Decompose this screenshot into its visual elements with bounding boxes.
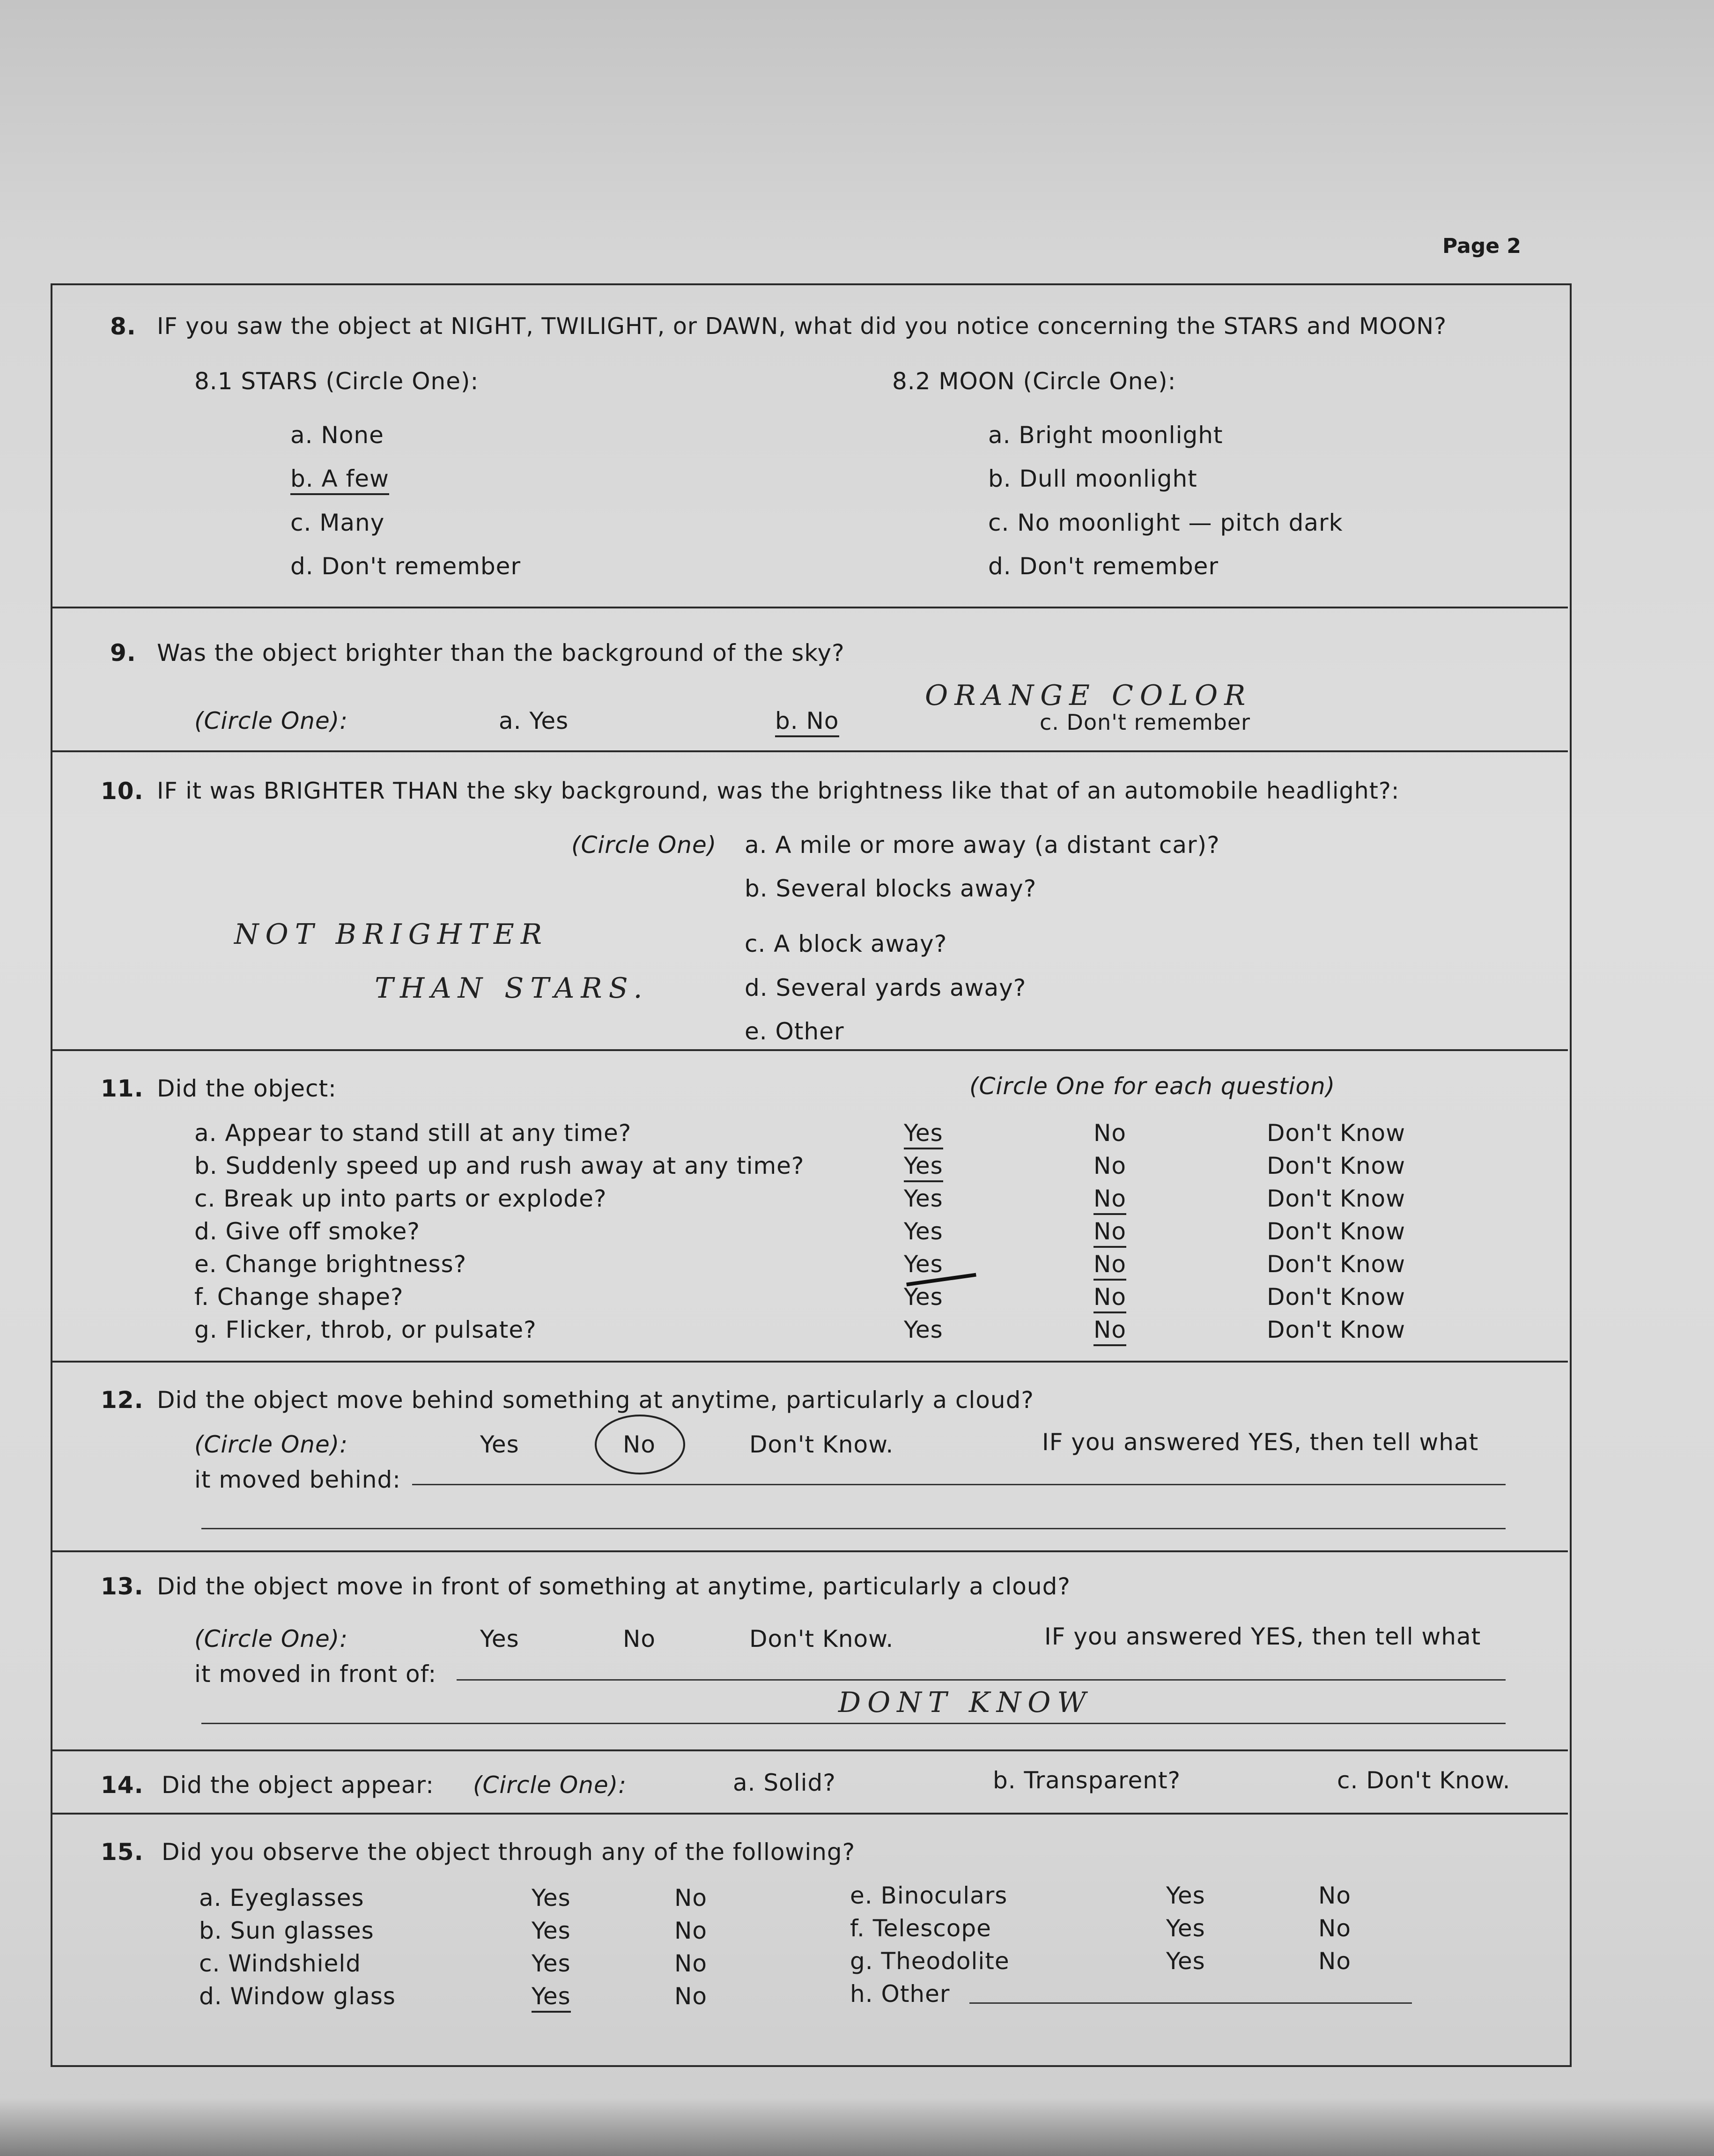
q12-circle-one: (Circle One): [194, 1431, 348, 1458]
q9-handwritten-note: ORANGE COLOR [925, 679, 1252, 712]
q10-option[interactable]: e. Other [745, 1018, 844, 1045]
q13-answer-line[interactable] [201, 1723, 1506, 1724]
q11-row-label: g. Flicker, throb, or pulsate? [194, 1316, 537, 1343]
q10-option[interactable]: d. Several yards away? [745, 974, 1027, 1001]
q11-row-label: a. Appear to stand still at any time? [194, 1119, 632, 1147]
q8-stars-option[interactable]: d. Don't remember [290, 553, 521, 580]
q10-option[interactable]: b. Several blocks away? [745, 875, 1037, 902]
q8-stars-option[interactable]: c. Many [290, 509, 385, 536]
section-divider [51, 750, 1568, 752]
q11-row-label: f. Change shape? [194, 1283, 404, 1311]
q15-item-label: c. Windshield [199, 1950, 361, 1977]
q11-dont-know[interactable]: Don't Know [1267, 1119, 1405, 1147]
q13-dont-know[interactable]: Don't Know. [749, 1625, 894, 1652]
q12-answer-line[interactable] [412, 1484, 1506, 1485]
q13-no[interactable]: No [623, 1625, 656, 1652]
q9-circle-one: (Circle One): [194, 707, 348, 734]
q11-row-label: c. Break up into parts or explode? [194, 1185, 607, 1212]
q12-yes[interactable]: Yes [480, 1431, 519, 1458]
q8-stars-option[interactable]: a. None [290, 422, 384, 449]
q11-row-label: b. Suddenly speed up and rush away at any time? [194, 1152, 805, 1179]
q15-yes[interactable]: Yes [532, 1917, 571, 1944]
q11-row-label: e. Change brightness? [194, 1251, 467, 1278]
q9-option[interactable]: a. Yes [499, 707, 569, 734]
q11-no-selected[interactable]: No [1093, 1251, 1126, 1281]
q12-circle-mark [595, 1415, 685, 1474]
section-divider [51, 1749, 1568, 1751]
q11-row-label: d. Give off smoke? [194, 1218, 420, 1245]
q15-item-label: e. Binoculars [850, 1882, 1008, 1909]
q13-handwritten-note: DONT KNOW [838, 1686, 1093, 1719]
q11-yes[interactable]: Yes [904, 1218, 943, 1245]
q11-no[interactable]: No [1093, 1119, 1126, 1147]
q11-no-selected[interactable]: No [1093, 1218, 1126, 1248]
q14-option[interactable]: a. Solid? [733, 1769, 836, 1796]
q15-no[interactable]: No [674, 1917, 707, 1944]
q11-dont-know[interactable]: Don't Know [1267, 1283, 1405, 1311]
q14-circle-one: (Circle One): [473, 1771, 627, 1799]
q15-no[interactable]: No [1318, 1948, 1351, 1975]
section-divider [51, 607, 1568, 608]
q15-yes[interactable]: Yes [1166, 1948, 1205, 1975]
q11-yes-selected[interactable]: Yes [904, 1152, 943, 1182]
q11-no-selected[interactable]: No [1093, 1185, 1126, 1215]
q9-option-selected[interactable]: b. No [775, 707, 839, 737]
q13-text: Did the object move in front of something at anytime, particularly a cloud? [157, 1573, 1071, 1600]
q15-item-label: g. Theodolite [850, 1948, 1010, 1975]
q11-no-selected[interactable]: No [1093, 1316, 1126, 1346]
q15-other-line[interactable] [969, 2002, 1412, 2004]
q11-dont-know[interactable]: Don't Know [1267, 1152, 1405, 1179]
q11-yes[interactable]: Yes [904, 1251, 943, 1278]
q13-answer-line[interactable] [457, 1679, 1506, 1681]
q15-yes[interactable]: Yes [532, 1884, 571, 1912]
q12-text: Did the object move behind something at anytime, particularly a cloud? [157, 1386, 1034, 1414]
section-divider [51, 1049, 1568, 1051]
q15-yes[interactable]: Yes [1166, 1915, 1205, 1942]
q13-yes[interactable]: Yes [480, 1625, 519, 1652]
scan-shadow [0, 2098, 1714, 2156]
section-divider [51, 1361, 1568, 1363]
q14-text: Did the object appear: [162, 1771, 434, 1799]
q14-number: 14. [101, 1771, 144, 1799]
q11-yes[interactable]: Yes [904, 1283, 943, 1311]
q9-text: Was the object brighter than the background of the sky? [157, 639, 845, 667]
q10-circle-one: (Circle One) [571, 831, 717, 859]
q12-number: 12. [101, 1386, 144, 1414]
q8-number: 8. [110, 313, 136, 340]
q15-no[interactable]: No [1318, 1915, 1351, 1942]
q8-stars-heading: 8.1 STARS (Circle One): [194, 368, 479, 395]
q11-yes-selected[interactable]: Yes [904, 1119, 943, 1149]
q13-if-yes: IF you answered YES, then tell what [1044, 1623, 1481, 1650]
q11-text: Did the object: [157, 1075, 337, 1102]
q15-no[interactable]: No [674, 1983, 707, 2010]
q11-dont-know[interactable]: Don't Know [1267, 1218, 1405, 1245]
q12-no-selected[interactable]: No [623, 1431, 656, 1458]
q11-instruction: (Circle One for each question) [969, 1073, 1336, 1100]
q9-number: 9. [110, 639, 136, 667]
q8-stars-option-selected[interactable]: b. A few [290, 465, 389, 495]
q15-yes[interactable]: Yes [532, 1950, 571, 1977]
q10-text: IF it was BRIGHTER THAN the sky background, was the brightness like that of an automobile headlight?: [157, 778, 1400, 804]
q11-no[interactable]: No [1093, 1152, 1126, 1179]
q10-handwritten-note: THAN STARS. [375, 972, 649, 1005]
q12-if-yes: IF you answered YES, then tell what [1042, 1429, 1479, 1456]
q14-option[interactable]: b. Transparent? [993, 1767, 1181, 1794]
q15-item-label: f. Telescope [850, 1915, 991, 1942]
q12-dont-know[interactable]: Don't Know. [749, 1431, 894, 1458]
q15-no[interactable]: No [1318, 1882, 1351, 1909]
q10-option[interactable]: a. A mile or more away (a distant car)? [745, 831, 1220, 859]
q11-yes[interactable]: Yes [904, 1185, 943, 1212]
q13-circle-one: (Circle One): [194, 1625, 348, 1652]
q8-text: IF you saw the object at NIGHT, TWILIGHT, or DAWN, what did you notice concerning the STARS and MOON? [157, 313, 1447, 340]
q15-item-label: a. Eyeglasses [199, 1884, 364, 1912]
q15-number: 15. [101, 1838, 144, 1866]
q13-moved-label: it moved in front of: [194, 1660, 437, 1688]
q8-moon-option[interactable]: b. Dull moonlight [988, 465, 1197, 492]
q15-item-label: h. Other [850, 1980, 950, 2008]
q15-no[interactable]: No [674, 1884, 707, 1912]
q8-moon-option[interactable]: c. No moonlight — pitch dark [988, 509, 1343, 536]
q8-moon-option[interactable]: d. Don't remember [988, 553, 1219, 580]
q10-handwritten-note: NOT BRIGHTER [234, 918, 548, 951]
q15-item-label: d. Window glass [199, 1983, 396, 2010]
q9-option[interactable]: c. Don't remember [1040, 710, 1251, 735]
q12-moved-label: it moved behind: [194, 1466, 401, 1493]
q14-option[interactable]: c. Don't Know. [1337, 1767, 1511, 1794]
q12-answer-line[interactable] [201, 1528, 1506, 1529]
q13-number: 13. [101, 1573, 144, 1600]
q10-number: 10. [101, 778, 144, 805]
q11-no-selected[interactable]: No [1093, 1283, 1126, 1313]
q11-dont-know[interactable]: Don't Know [1267, 1251, 1405, 1278]
q15-no[interactable]: No [674, 1950, 707, 1977]
q11-number: 11. [101, 1075, 144, 1102]
page-number: Page 2 [1442, 234, 1522, 258]
q11-yes[interactable]: Yes [904, 1316, 943, 1343]
q11-dont-know[interactable]: Don't Know [1267, 1316, 1405, 1343]
q11-dont-know[interactable]: Don't Know [1267, 1185, 1405, 1212]
q15-text: Did you observe the object through any of the following? [162, 1838, 856, 1866]
q15-yes-selected[interactable]: Yes [532, 1983, 571, 2013]
section-divider [51, 1550, 1568, 1552]
q8-moon-heading: 8.2 MOON (Circle One): [892, 368, 1176, 395]
q10-option[interactable]: c. A block away? [745, 930, 947, 957]
q8-moon-option[interactable]: a. Bright moonlight [988, 422, 1223, 449]
section-divider [51, 1813, 1568, 1815]
q15-item-label: b. Sun glasses [199, 1917, 374, 1944]
q15-yes[interactable]: Yes [1166, 1882, 1205, 1909]
